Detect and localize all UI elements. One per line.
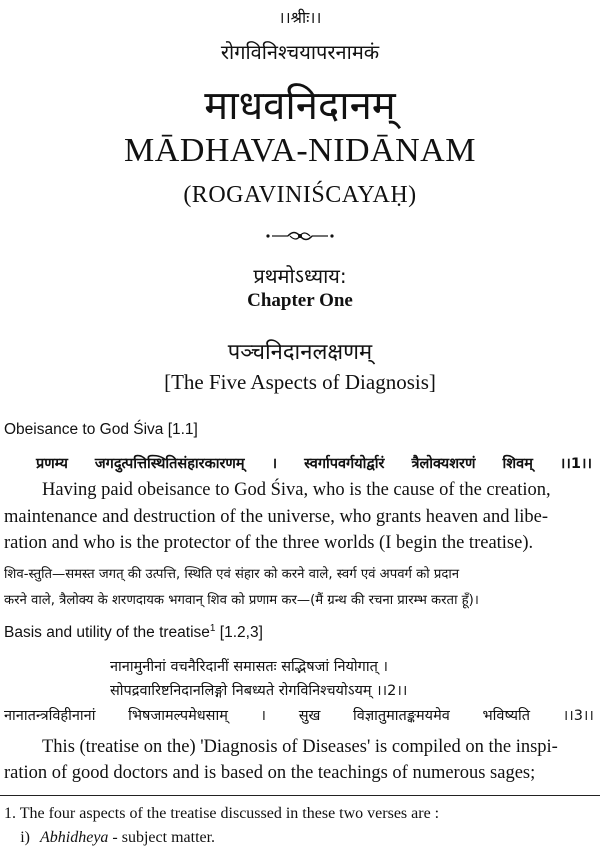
translation-line: This (treatise on the) 'Diagnosis of Diseases' is compiled on the inspi- bbox=[42, 737, 558, 757]
verse-1-word: शिवम् bbox=[502, 456, 533, 472]
verse-3-word: भिषजामल्पमेधसाम् bbox=[128, 708, 228, 724]
sanskrit-title: माधवनिदानम् bbox=[204, 83, 396, 129]
shri-invocation: ।।श्रीः।। bbox=[278, 8, 322, 27]
english-subtitle: (ROGAVINIŚCAYAḤ) bbox=[183, 182, 417, 208]
footnote-item bbox=[4, 829, 215, 847]
english-title: MĀDHAVA-NIDĀNAM bbox=[124, 132, 476, 169]
sanskrit-subtitle: रोगविनिश्चयापरनामकं bbox=[220, 40, 380, 64]
translation-line: Having paid obeisance to God Śiva, who is the cause of the creation, bbox=[42, 480, 551, 500]
section-title-sanskrit: पञ्चनिदानलक्षणम् bbox=[227, 340, 373, 365]
footnote-text: 1. The four aspects of the treatise discussed in these two verses are : bbox=[4, 805, 440, 822]
verse-2-line: सोपद्रवारिष्टनिदानलिङ्गो निबध्यते रोगविनिश्चयोऽयम् ।।2।। bbox=[110, 683, 408, 699]
basis-heading-reference: [1.2,3] bbox=[215, 624, 263, 641]
verse-3-word: विज्ञातुमातङ्कमयमेव bbox=[353, 708, 450, 724]
section-title-english: [The Five Aspects of Diagnosis] bbox=[164, 370, 436, 394]
verse-3-danda: । bbox=[260, 708, 267, 724]
obeisance-heading: Obeisance to God Śiva [1.1] bbox=[4, 421, 198, 438]
verse-3-word: नानातन्त्रविहीनानां bbox=[4, 708, 96, 724]
footnote-divider bbox=[0, 795, 600, 796]
hindi-commentary-line: शिव-स्तुति—समस्त जगत् की उत्पत्ति, स्थिति एवं संहार को करने वाले, स्वर्ग एवं अपवर्ग को प्रदान bbox=[4, 567, 460, 582]
footnote-item-number: i) bbox=[20, 829, 30, 846]
verse-1 bbox=[36, 453, 592, 473]
translation-line: maintenance and destruction of the universe, who grants heaven and libe- bbox=[4, 507, 549, 527]
ornament-icon bbox=[260, 228, 340, 244]
verse-1-word: त्रैलोक्यशरणं bbox=[411, 456, 476, 472]
chapter-title-sanskrit: प्रथमोऽध्याय: bbox=[253, 264, 347, 288]
footnote-item-term: Abhidheya bbox=[40, 829, 109, 846]
basis-heading bbox=[4, 624, 263, 642]
translation-line: ration of good doctors and is based on the teachings of numerous sages; bbox=[4, 763, 536, 783]
verse-1-number: ।।1।। bbox=[559, 456, 592, 472]
chapter-title-english: Chapter One bbox=[247, 290, 353, 311]
verse-3-word: सुख bbox=[298, 708, 321, 724]
verse-3 bbox=[4, 705, 594, 725]
verse-3-word: भविष्यति bbox=[482, 708, 531, 724]
translation-line: ration and who is the protector of the three worlds (I begin the treatise). bbox=[4, 533, 534, 553]
verse-3-number: ।।3।। bbox=[562, 708, 594, 724]
verse-1-word: प्रणम्य bbox=[36, 456, 68, 472]
verse-2-line: नानामुनीनां वचनैरिदानीं समासतः सद्भिषजां नियोगात् । bbox=[110, 659, 388, 675]
verse-1-danda: । bbox=[271, 456, 278, 472]
verse-1-word: स्वर्गापवर्गयोर्द्वारं bbox=[304, 456, 385, 472]
verse-1-word: जगदुत्पत्तिस्थितिसंहारकारणम् bbox=[94, 456, 245, 472]
footnote-item-description: - subject matter. bbox=[108, 829, 216, 846]
footnote-marker: 1 bbox=[209, 622, 216, 634]
ornament-divider bbox=[0, 228, 600, 244]
basis-heading-text: Basis and utility of the treatise bbox=[4, 624, 210, 641]
hindi-commentary-line: करने वाले, त्रैलोक्य के शरणदायक भगवान् शिव को प्रणाम कर—(मैं ग्रन्थ की रचना प्रारम्भ करता हूँ)। bbox=[4, 593, 479, 608]
